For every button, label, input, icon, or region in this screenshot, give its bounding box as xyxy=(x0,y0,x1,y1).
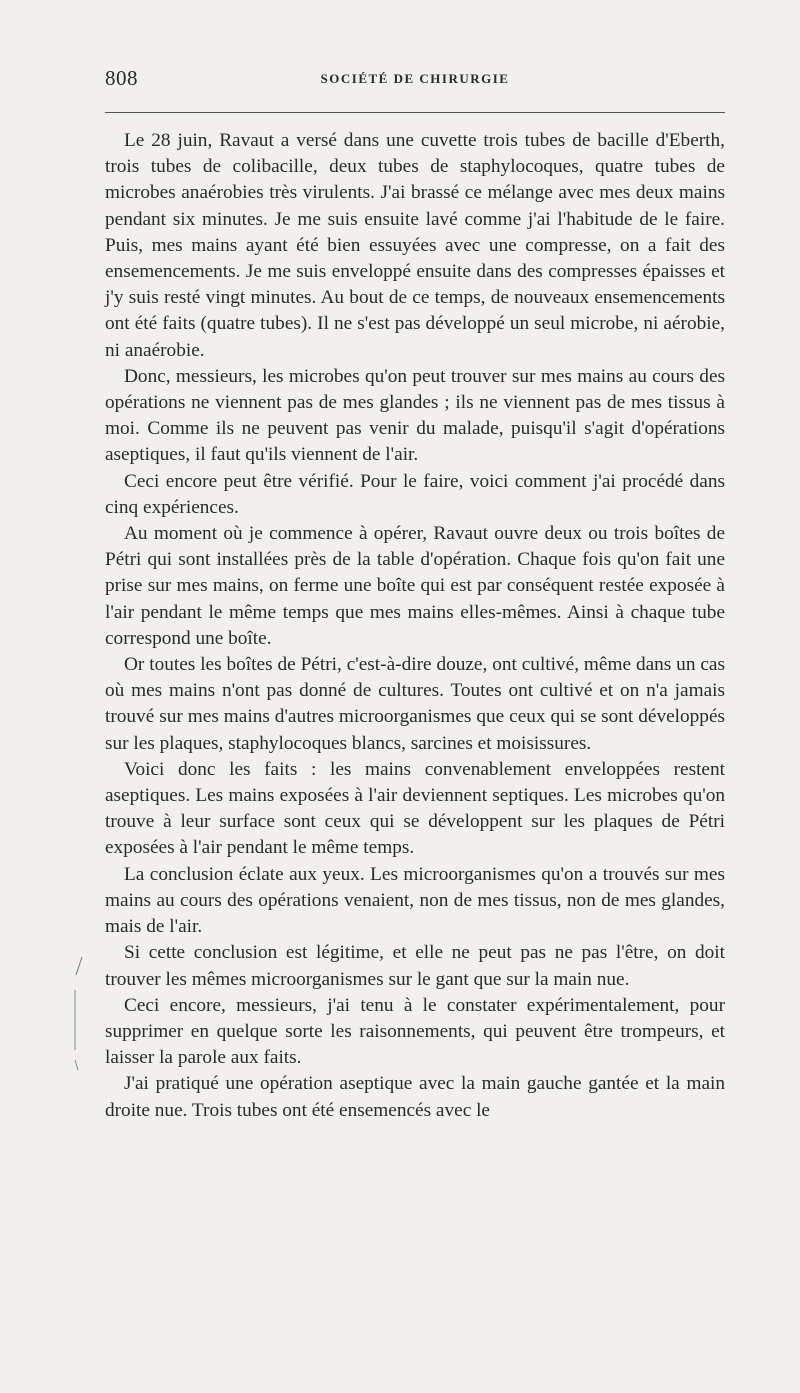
page-number: 808 xyxy=(105,66,138,90)
paragraph: Ceci encore peut être vérifié. Pour le faire, voici comment j'ai procédé dans cinq expériences. xyxy=(105,470,725,518)
paragraph: Au moment où je commence à opérer, Ravaut ouvre deux ou trois boîtes de Pétri qui sont installées près de la table d'opération. Chaque fois qu'on fait une prise sur mes mains, on ferme une boîte qui est par conséquent restée exposée à l'air pendant le même temps que mes mains elles-mêmes. Ainsi à chaque tube correspond une boîte. xyxy=(105,523,725,649)
paragraph: Le 28 juin, Ravaut a versé dans une cuvette trois tubes de bacille d'Eberth, trois tubes de colibacille, deux tubes de staphylocoques, quatre tubes de microbes anaérobies très virulents. J'ai brassé ce mélange avec mes deux mains pendant six minutes. Je me suis ensuite lavé comme j'ai l'habitude de le faire. Puis, mes mains ayant été bien essuyées avec une compresse, on a fait des ensemencements. Je me suis enveloppé ensuite dans des compresses épaisses et j'y suis resté vingt minutes. Au bout de ce temps, de nouveaux ensemencements ont été faits (quatre tubes). Il ne s'est pas développé un seul microbe, ni aérobie, ni anaérobie. xyxy=(105,130,725,361)
paragraph: Donc, messieurs, les microbes qu'on peut trouver sur mes mains au cours des opérations ne viennent pas de mes glandes ; ils ne viennent pas de mes tissus à moi. Comme ils ne peuvent pas venir du malade, puisqu'il s'agit d'opérations aseptiques, il faut qu'ils viennent de l'air. xyxy=(105,365,725,466)
paragraph: Si cette conclusion est légitime, et elle ne peut pas ne pas l'être, on doit trouver les mêmes microorganismes sur le gant que sur la main nue. xyxy=(105,942,725,990)
header-rule xyxy=(105,112,725,113)
paragraph: Ceci encore, messieurs, j'ai tenu à le constater expérimentalement, pour supprimer en quelque sorte les raisonnements, qui peuvent être trompeurs, et laisser la parole aux faits. xyxy=(105,994,725,1069)
paragraph: J'ai pratiqué une opération aseptique avec la main gauche gantée et la main droite nue. Trois tubes ont été ensemencés avec le xyxy=(105,1073,725,1121)
paragraph: Voici donc les faits : les mains convenablement enveloppées restent aseptiques. Les mains exposées à l'air deviennent septiques. Les microbes qu'on trouve à leur surface sont ceux qui se développent sur les plaques de Pétri exposées à l'air pendant le même temps. xyxy=(105,758,725,859)
paragraph: La conclusion éclate aux yeux. Les microorganismes qu'on a trouvés sur mes mains au cours des opérations venaient, non de mes tissus, non de mes glandes, mais de l'air. xyxy=(105,863,725,938)
running-head: SOCIÉTÉ DE CHIRURGIE xyxy=(320,71,510,86)
page-header xyxy=(105,66,725,96)
body-text xyxy=(105,128,725,1124)
margin-pencil-mark xyxy=(72,955,86,1075)
paragraph: Or toutes les boîtes de Pétri, c'est-à-dire douze, ont cultivé, même dans un cas où mes mains n'ont pas donné de cultures. Toutes ont cultivé et on n'a jamais trouvé sur mes mains d'autres microorganismes que ceux qui se sont développés sur les plaques, staphylocoques blancs, sarcines et moisissures. xyxy=(105,654,725,754)
